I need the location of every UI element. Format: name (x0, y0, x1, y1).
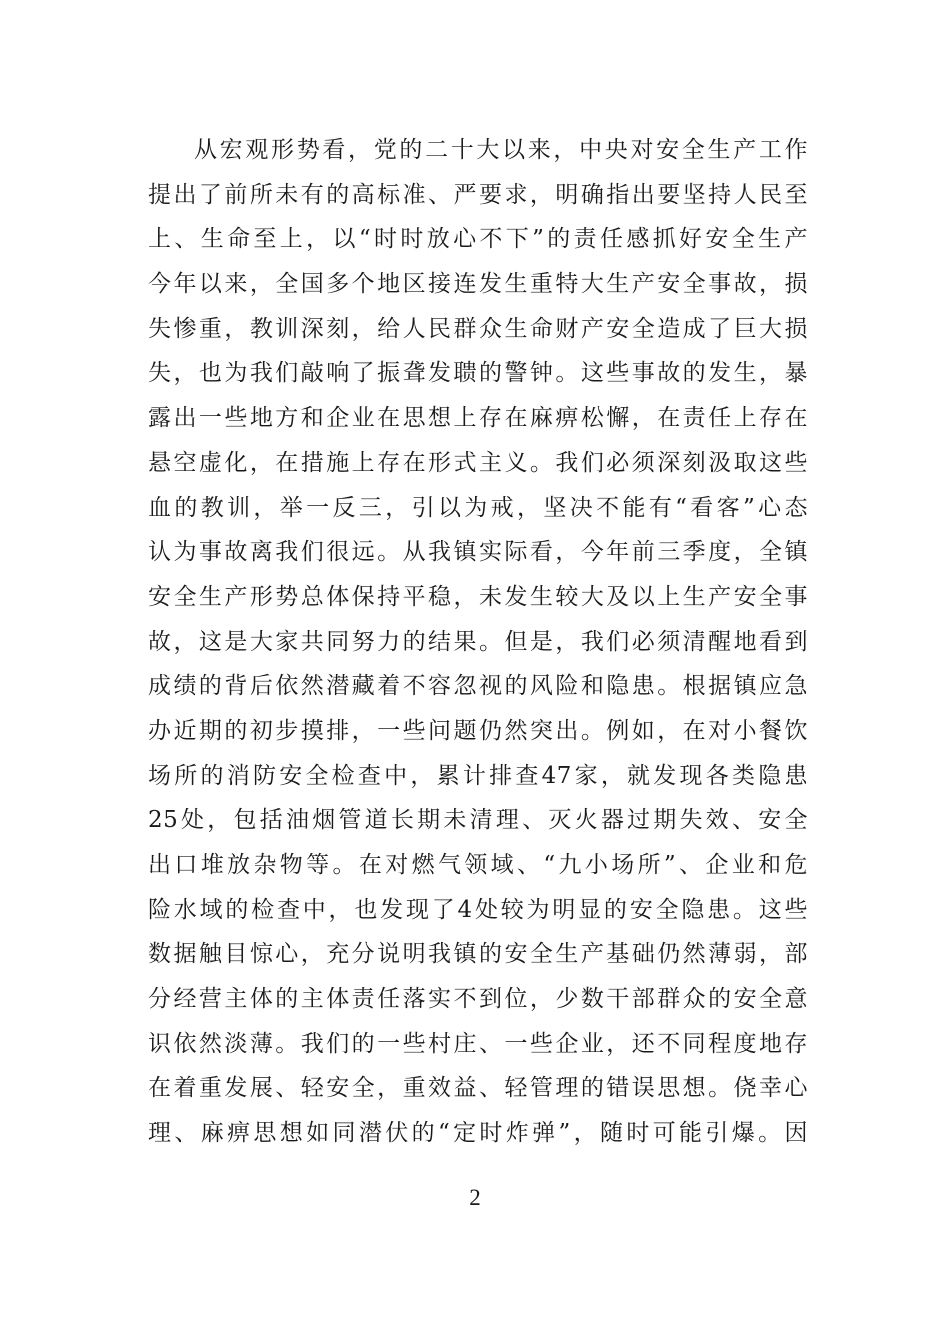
text-line: 悬空虚化，在措施上存在形式主义。我们必须深刻汲取这些 (148, 449, 808, 476)
text-line: 认为事故离我们很远。从我镇实际看，今年前三季度，全镇 (148, 539, 808, 566)
text-line: 今年以来，全国多个地区接连发生重特大生产安全事故，损 (148, 271, 808, 298)
text-line: 上、生命至上，以“时时放心不下”的责任感抓好安全生产 (148, 226, 808, 253)
text-line: 失惨重，教训深刻，给人民群众生命财产安全造成了巨大损 (148, 315, 808, 342)
text-line: 险水域的检查中，也发现了4处较为明显的安全隐患。这些 (148, 896, 808, 923)
text-line: 血的教训，举一反三，引以为戒，坚决不能有“看客”心态 (148, 494, 808, 521)
text-line: 数据触目惊心，充分说明我镇的安全生产基础仍然薄弱，部 (148, 941, 808, 968)
text-line: 在着重发展、轻安全，重效益、轻管理的错误思想。侥幸心 (148, 1075, 808, 1102)
text-line: 25处，包括油烟管道长期未清理、灭火器过期失效、安全 (148, 807, 808, 834)
body-paragraph (148, 128, 808, 1156)
text-line: 失，也为我们敲响了振聋发聩的警钟。这些事故的发生，暴 (148, 360, 808, 387)
text-line: 场所的消防安全检查中，累计排查47家，就发现各类隐患 (148, 762, 808, 789)
text-line: 露出一些地方和企业在思想上存在麻痹松懈，在责任上存在 (148, 405, 808, 432)
text-line: 出口堆放杂物等。在对燃气领域、“九小场所”、企业和危 (148, 852, 808, 878)
text-line: 故，这是大家共同努力的结果。但是，我们必须清醒地看到 (148, 628, 808, 655)
text-line: 分经营主体的主体责任落实不到位，少数干部群众的安全意 (148, 986, 808, 1013)
text-line: 识依然淡薄。我们的一些村庄、一些企业，还不同程度地存 (148, 1030, 808, 1057)
text-line: 提出了前所未有的高标准、严要求，明确指出要坚持人民至 (148, 181, 808, 208)
text-line: 安全生产形势总体保持平稳，未发生较大及以上生产安全事 (148, 583, 808, 610)
text-line: 成绩的背后依然潜藏着不容忽视的风险和隐患。根据镇应急 (148, 673, 808, 700)
text-line: 从宏观形势看，党的二十大以来，中央对安全生产工作 (194, 137, 808, 163)
text-line: 办近期的初步摸排，一些问题仍然突出。例如，在对小餐饮 (148, 717, 808, 744)
page-number: 2 (469, 1185, 481, 1210)
text-line: 理、麻痹思想如同潜伏的“定时炸弹”，随时可能引爆。因 (148, 1120, 808, 1147)
